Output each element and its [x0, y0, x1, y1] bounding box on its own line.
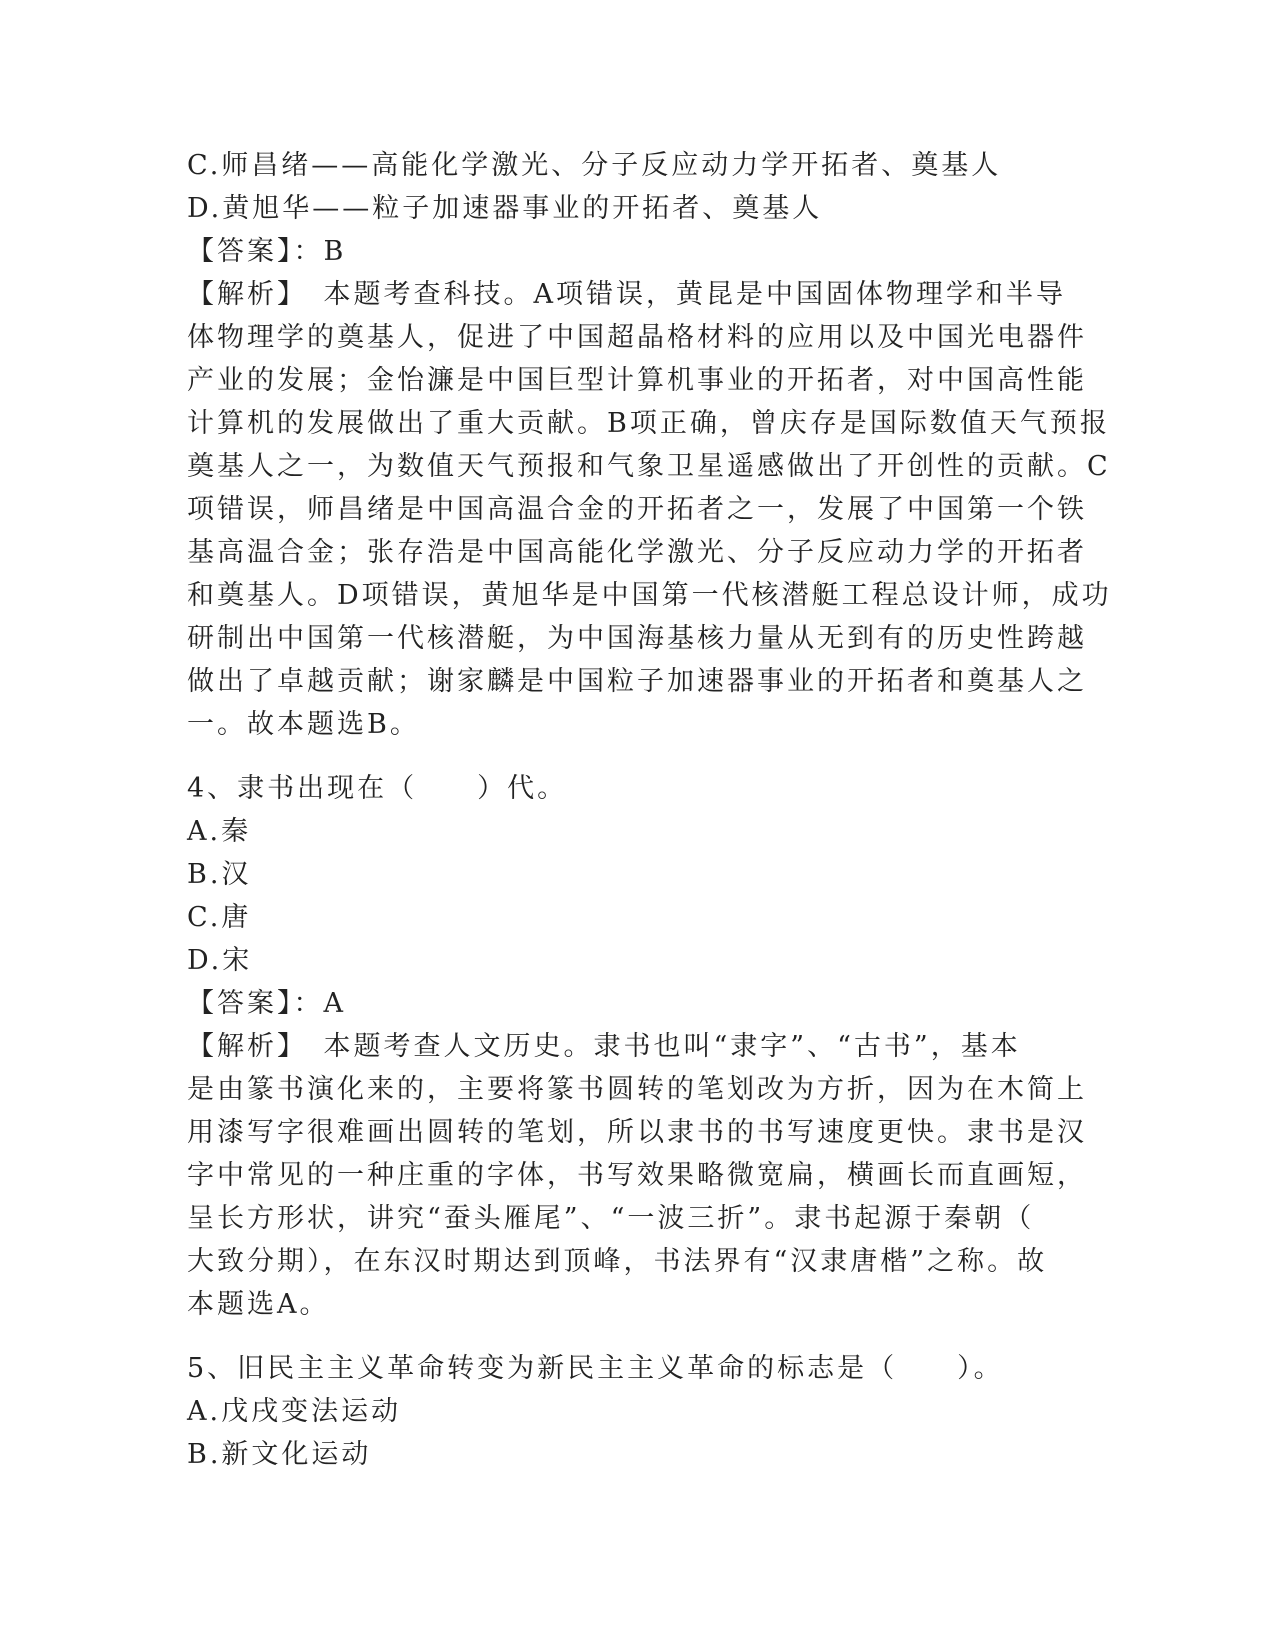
- spacer: [187, 1326, 1087, 1347]
- analysis-line: 是由篆书演化来的，主要将篆书圆转的笔划改为方折，因为在木简上: [187, 1074, 1087, 1105]
- option-c: C.师昌绪——高能化学激光、分子反应动力学开拓者、奠基人: [187, 150, 1002, 181]
- analysis-block: [187, 1025, 1087, 1326]
- option-d: D.黄旭华——粒子加速器事业的开拓者、奠基人: [187, 193, 823, 224]
- answer-line: 【答案】：A: [187, 988, 346, 1019]
- analysis-block: [187, 273, 1112, 746]
- analysis-line: 呈长方形状，讲究“蚕头雁尾”、“一波三折”。隶书起源于秦朝（: [187, 1203, 1035, 1234]
- analysis-line: 一。故本题选B。: [187, 709, 420, 740]
- analysis-line: 产业的发展；金怡濂是中国巨型计算机事业的开拓者，对中国高性能: [187, 365, 1087, 396]
- analysis-line: 体物理学的奠基人，促进了中国超晶格材料的应用以及中国光电器件: [187, 322, 1087, 353]
- option-a: A.戊戌变法运动: [187, 1396, 402, 1427]
- analysis-line: 做出了卓越贡献；谢家麟是中国粒子加速器事业的开拓者和奠基人之: [187, 666, 1087, 697]
- question-5-block: [187, 1347, 1087, 1476]
- answer-line: 【答案】：B: [187, 236, 347, 267]
- analysis-line: 计算机的发展做出了重大贡献。B项正确，曾庆存是国际数值天气预报: [187, 408, 1110, 439]
- question-4-block: [187, 767, 1087, 1326]
- option-b: B.新文化运动: [187, 1439, 372, 1470]
- document-page: [187, 144, 1112, 1476]
- analysis-line: 大致分期），在东汉时期达到顶峰，书法界有“汉隶唐楷”之称。故: [187, 1246, 1048, 1277]
- analysis-line: 用漆写字很难画出圆转的笔划，所以隶书的书写速度更快。隶书是汉: [187, 1117, 1087, 1148]
- option-d: D.宋: [187, 945, 253, 976]
- option-a: A.秦: [187, 816, 252, 847]
- analysis-line: 字中常见的一种庄重的字体，书写效果略微宽扁，横画长而直画短，: [187, 1160, 1087, 1191]
- analysis-line: 本题选A。: [187, 1289, 330, 1320]
- analysis-line: 奠基人之一，为数值天气预报和气象卫星遥感做出了开创性的贡献。C: [187, 451, 1111, 482]
- analysis-line: 项错误，师昌绪是中国高温合金的开拓者之一，发展了中国第一个铁: [187, 494, 1087, 525]
- analysis-line: 【解析】 本题考查科技。A项错误，黄昆是中国固体物理学和半导: [187, 279, 1066, 310]
- analysis-line: 和奠基人。D项错误，黄旭华是中国第一代核潜艇工程总设计师，成功: [187, 580, 1112, 611]
- analysis-line: 研制出中国第一代核潜艇，为中国海基核力量从无到有的历史性跨越: [187, 623, 1087, 654]
- option-c: C.唐: [187, 902, 252, 933]
- spacer: [187, 746, 1087, 767]
- question-4-stem: 4、隶书出现在（ ）代。: [187, 773, 568, 804]
- analysis-line: 基高温合金；张存浩是中国高能化学激光、分子反应动力学的开拓者: [187, 537, 1087, 568]
- option-b: B.汉: [187, 859, 252, 890]
- question-3-block: [187, 144, 1112, 746]
- analysis-line: 【解析】 本题考查人文历史。隶书也叫“隶字”、“古书”，基本: [187, 1031, 1021, 1062]
- question-5-stem: 5、旧民主主义革命转变为新民主主义革命的标志是（ ）。: [187, 1353, 1004, 1384]
